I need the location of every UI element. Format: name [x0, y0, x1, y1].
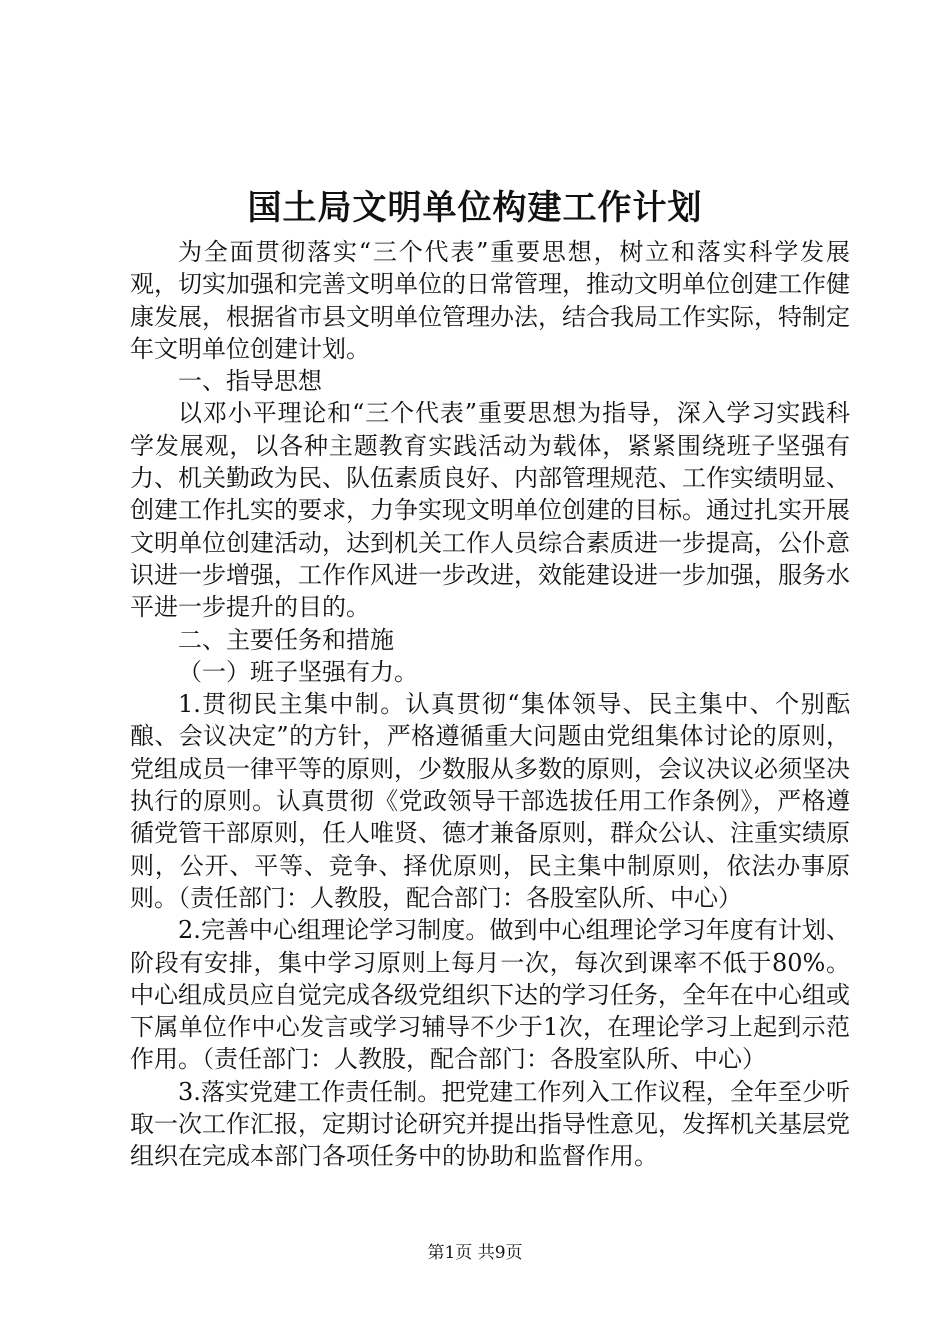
- subsection-heading-leadership: （一）班子坚强有力。: [178, 657, 418, 686]
- section-heading-main-tasks: 二、主要任务和措施: [178, 625, 394, 654]
- paragraph-intro: 为全面贯彻落实“三个代表”重要思想，树立和落实科学发展观，切实加强和完善文明单位的日常管理，推动文明单位创建工作健康发展，根据省市县文明单位管理办法，结合我局工作实际，特制定年文明单位创建计划。: [130, 238, 850, 363]
- paragraph-item-2: 2.完善中心组理论学习制度。做到中心组理论学习年度有计划、阶段有安排，集中学习原则上每月一次，每次到课率不低于80%。中心组成员应自觉完成各级党组织下达的学习任务，全年在中心组或下属单位作中心发言或学习辅导不少于1次，在理论学习上起到示范作用。（责任部门：人教股，配合部门：各股室队所、中心）: [130, 916, 850, 1074]
- document-title: 国土局文明单位构建工作计划: [247, 188, 703, 228]
- paragraph-item-3: 3.落实党建工作责任制。把党建工作列入工作议程，全年至少听取一次工作汇报，定期讨论研究并提出指导性意见，发挥机关基层党组织在完成本部门各项任务中的协助和监督作用。: [130, 1077, 850, 1171]
- paragraph-guiding-thought: 以邓小平理论和“三个代表”重要思想为指导，深入学习实践科学发展观，以各种主题教育实践活动为载体，紧紧围绕班子坚强有力、机关勤政为民、队伍素质良好、内部管理规范、工作实绩明显、创建工作扎实的要求，力争实现文明单位创建的目标。通过扎实开展文明单位创建活动，达到机关工作人员综合素质进一步提高，公仆意识进一步增强，工作作风进一步改进，效能建设进一步加强，服务水平进一步提升的目的。: [130, 399, 850, 622]
- document-body: [130, 236, 850, 1173]
- page-number-footer: 第1页 共9页: [427, 1243, 523, 1263]
- paragraph-item-1: 1.贯彻民主集中制。认真贯彻“集体领导、民主集中、个别酝酿、会议决定”的方针，严格遵循重大问题由党组集体讨论的原则，党组成员一律平等的原则，少数服从多数的原则，会议决议必须坚决执行的原则。认真贯彻《党政领导干部选拔任用工作条例》，严格遵循党管干部原则，任人唯贤、德才兼备原则，群众公认、注重实绩原则，公开、平等、竞争、择优原则，民主集中制原则，依法办事原则。（责任部门：人教股，配合部门：各股室队所、中心）: [130, 690, 850, 912]
- section-heading-guiding-thought: 一、指导思想: [178, 367, 322, 396]
